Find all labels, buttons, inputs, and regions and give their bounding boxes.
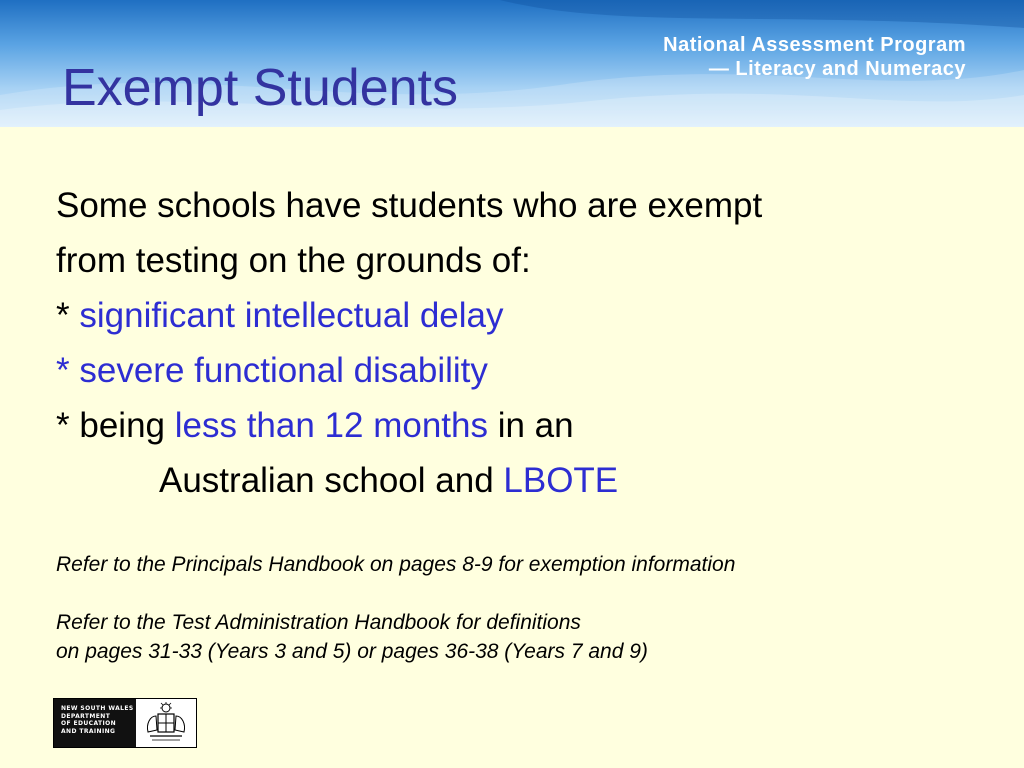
intro-line-1: Some schools have students who are exempt: [56, 186, 763, 225]
program-name: [663, 33, 966, 81]
test-admin-handbook-note: [56, 608, 648, 666]
program-name-line1: National Assessment Program: [663, 34, 966, 56]
logo-line: NEW SOUTH WALES: [61, 705, 134, 712]
bullet-text: severe functional disability: [79, 351, 488, 390]
logo-line: OF EDUCATION: [61, 720, 117, 727]
test-admin-note-line2: on pages 31-33 (Years 3 and 5) or pages 36-38 (Years 7 and 9): [56, 640, 648, 663]
bullet-continuation: [56, 453, 996, 508]
bullet-marker: *: [56, 406, 80, 445]
continuation-text: Australian school and: [159, 461, 504, 500]
logo-line: DEPARTMENT: [61, 712, 111, 720]
test-admin-note-line1: Refer to the Test Administration Handbook for definitions: [56, 611, 581, 634]
bullet-pre-text: being: [79, 406, 175, 445]
bullet-text: significant intellectual delay: [79, 296, 504, 335]
logo-text-block: [54, 699, 136, 747]
bullet-intellectual-delay: [56, 288, 996, 343]
bullet-highlight: less than 12 months: [174, 406, 488, 445]
bullet-functional-disability: [56, 343, 996, 398]
bullet-post-text: in an: [487, 406, 574, 445]
intro-line-2: from testing on the grounds of:: [56, 241, 531, 280]
bullet-marker: *: [56, 351, 80, 390]
continuation-highlight: LBOTE: [503, 461, 619, 500]
bullet-less-than-12-months: [56, 398, 996, 453]
nsw-coat-of-arms-icon: [136, 699, 196, 747]
bullet-marker: *: [56, 296, 80, 335]
program-name-line2: — Literacy and Numeracy: [708, 58, 966, 80]
slide-title: Exempt Students: [62, 59, 458, 117]
nsw-education-logo: [53, 698, 197, 748]
main-content: [56, 178, 996, 508]
principals-handbook-note: Refer to the Principals Handbook on pages 8-9 for exemption information: [56, 553, 736, 576]
logo-line: AND TRAINING: [61, 727, 116, 735]
